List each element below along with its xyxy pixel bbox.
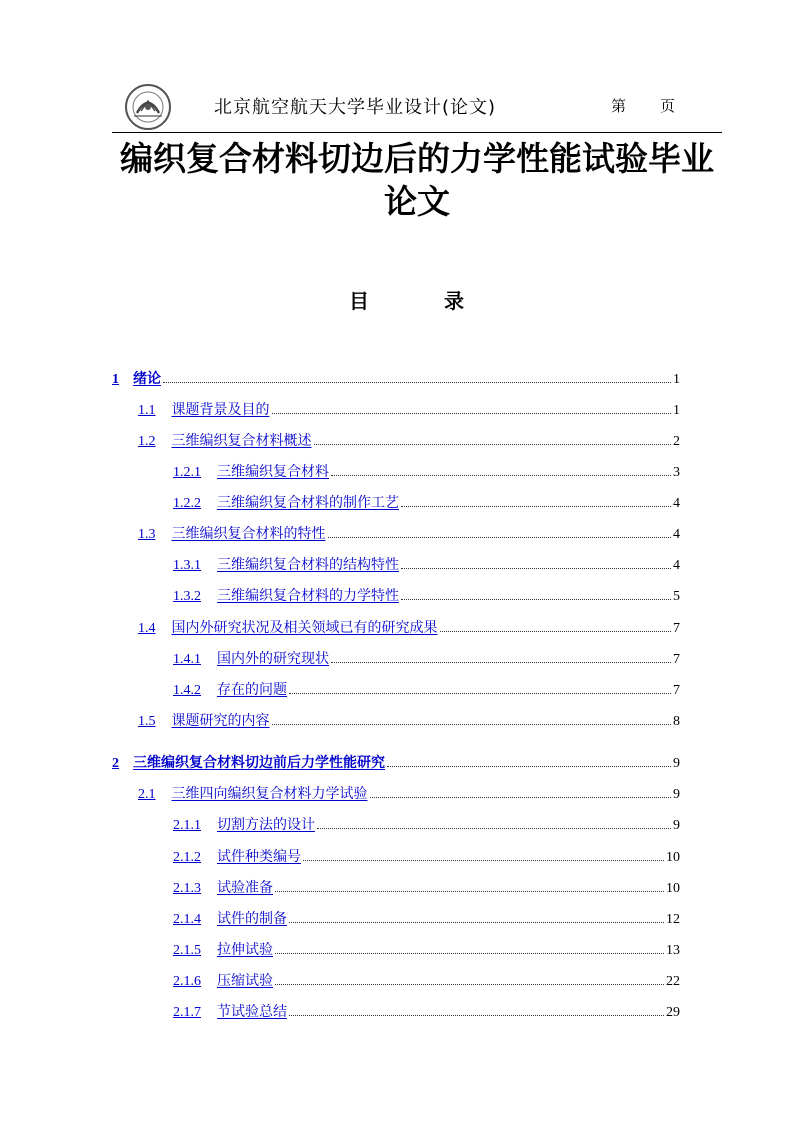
toc-entry-number[interactable]: 2.1.5 (173, 943, 201, 958)
toc-dot-leader (370, 797, 672, 798)
toc-entry-link[interactable]: 切割方法的设计 (217, 817, 315, 833)
toc-heading-lu: 录 (444, 289, 464, 313)
toc-entry[interactable] (173, 554, 680, 574)
toc-entry-number[interactable]: 2.1.4 (173, 912, 201, 927)
toc-dot-leader (401, 568, 671, 569)
toc-entry-number[interactable]: 2.1 (138, 787, 156, 802)
toc-entry-number[interactable]: 1 (112, 372, 119, 387)
toc-entry-page: 10 (666, 881, 680, 896)
toc-entry-number[interactable]: 2.1.2 (173, 850, 201, 865)
toc-dot-leader (289, 1015, 664, 1016)
toc-entry-page: 8 (673, 714, 680, 729)
toc-entry[interactable] (138, 399, 680, 419)
toc-entry-number[interactable]: 1.3 (138, 527, 156, 542)
toc-entry-number[interactable]: 1.2.2 (173, 496, 201, 511)
toc-entry-number[interactable]: 2.1.6 (173, 974, 201, 989)
toc-dot-leader (387, 766, 671, 767)
toc-dot-leader (275, 891, 664, 892)
toc-entry-link[interactable]: 课题研究的内容 (171, 713, 270, 729)
toc-entry-number[interactable]: 1.4 (138, 621, 156, 636)
toc-dot-leader (275, 953, 664, 954)
toc-entry-link[interactable]: 三维编织复合材料 (217, 464, 329, 480)
toc-entry-link[interactable]: 三维编织复合材料的特性 (171, 526, 326, 542)
toc-entry-page: 5 (673, 589, 680, 604)
toc-entry-link[interactable]: 三维编织复合材料的力学特性 (217, 588, 399, 604)
page-label-ye: 页 (660, 97, 676, 115)
toc-entry-link[interactable]: 国内外的研究现状 (217, 651, 329, 667)
toc-entry-page: 2 (673, 434, 680, 449)
toc-entry-page: 4 (673, 527, 680, 542)
toc-entry-link[interactable]: 绪论 (133, 371, 161, 387)
toc-entry-link[interactable]: 存在的问题 (217, 682, 287, 698)
toc-entry[interactable] (138, 617, 680, 637)
toc-entry-page: 7 (673, 621, 680, 636)
toc-entry-link[interactable]: 节试验总结 (217, 1004, 287, 1020)
toc-entry-number[interactable]: 1.1 (138, 403, 156, 418)
toc-entry-link[interactable]: 三维四向编织复合材料力学试验 (171, 786, 368, 802)
toc-entry-link[interactable]: 课题背景及目的 (171, 402, 270, 418)
toc-entry[interactable] (173, 939, 680, 959)
toc-entry[interactable] (173, 908, 680, 928)
toc-dot-leader (163, 382, 671, 383)
toc-entry-number[interactable]: 2.1.1 (173, 818, 201, 833)
toc-entry-page: 4 (673, 558, 680, 573)
toc-entry[interactable] (173, 461, 680, 481)
university-logo (124, 83, 172, 131)
toc-entry-page: 9 (673, 756, 680, 771)
toc-heading-mu: 目 (349, 289, 369, 313)
toc-entry-number[interactable]: 1.4.2 (173, 683, 201, 698)
toc-entry-link[interactable]: 三维编织复合材料的结构特性 (217, 557, 399, 573)
toc-entry-number[interactable]: 2 (112, 756, 119, 771)
toc-entry[interactable] (173, 492, 680, 512)
toc-entry-page: 9 (673, 818, 680, 833)
toc-entry-number[interactable]: 1.2.1 (173, 465, 201, 480)
toc-dot-leader (317, 828, 671, 829)
toc-entry[interactable] (173, 648, 680, 668)
header-title: 北京航空航天大学毕业设计(论文) (214, 97, 497, 118)
toc-dot-leader (314, 444, 672, 445)
toc-entry-number[interactable]: 1.3.1 (173, 558, 201, 573)
toc-dot-leader (289, 922, 664, 923)
toc-entry[interactable] (173, 846, 680, 866)
toc-entry-page: 12 (666, 912, 680, 927)
header-divider (112, 132, 722, 133)
title-line-2: 论文 (384, 182, 450, 221)
toc-entry-link[interactable]: 国内外研究状况及相关领域已有的研究成果 (171, 620, 438, 636)
toc-entry[interactable] (173, 814, 680, 834)
toc-entry-link[interactable]: 拉伸试验 (217, 942, 273, 958)
toc-entry[interactable] (138, 523, 680, 543)
toc-dot-leader (289, 693, 671, 694)
page-label-di: 第 (611, 97, 627, 115)
toc-entry-page: 13 (666, 943, 680, 958)
toc-dot-leader (331, 662, 671, 663)
toc-dot-leader (331, 475, 671, 476)
toc-entry[interactable] (112, 368, 680, 388)
title-line-1: 编织复合材料切边后的力学性能试验毕业 (120, 139, 714, 178)
toc-entry-page: 1 (673, 372, 680, 387)
toc-entry-page: 7 (673, 683, 680, 698)
toc-dot-leader (303, 860, 664, 861)
toc-entry[interactable] (173, 970, 680, 990)
toc-entry-page: 22 (666, 974, 680, 989)
toc-entry[interactable] (138, 783, 680, 803)
toc-entry-link[interactable]: 三维编织复合材料的制作工艺 (217, 495, 399, 511)
toc-entry-page: 7 (673, 652, 680, 667)
toc-dot-leader (272, 724, 672, 725)
toc-dot-leader (328, 537, 672, 538)
toc-entry-link[interactable]: 试件的制备 (217, 911, 287, 927)
toc-entry-page: 1 (673, 403, 680, 418)
toc-entry-number[interactable]: 2.1.3 (173, 881, 201, 896)
toc-entry-number[interactable]: 2.1.7 (173, 1005, 201, 1020)
toc-entry-page: 29 (666, 1005, 680, 1020)
toc-entry-link[interactable]: 三维编织复合材料切边前后力学性能研究 (133, 755, 385, 771)
toc-dot-leader (401, 506, 671, 507)
toc-entry-number[interactable]: 1.5 (138, 714, 156, 729)
toc-dot-leader (272, 413, 672, 414)
toc-entry[interactable] (173, 1001, 680, 1021)
page-header (112, 78, 722, 132)
toc-entry[interactable] (173, 877, 680, 897)
toc-entry-number[interactable]: 1.3.2 (173, 589, 201, 604)
toc-entry-number[interactable]: 1.4.1 (173, 652, 201, 667)
toc-entry[interactable] (138, 430, 680, 450)
toc-entry[interactable] (112, 752, 680, 772)
toc-entry-page: 3 (673, 465, 680, 480)
toc-entry-page: 9 (673, 787, 680, 802)
toc-entry-link[interactable]: 压缩试验 (217, 973, 273, 989)
toc-dot-leader (275, 984, 664, 985)
toc-entry-link[interactable]: 试件种类编号 (217, 849, 301, 865)
document-title (112, 137, 722, 223)
toc-entry-number[interactable]: 1.2 (138, 434, 156, 449)
toc-entry-link[interactable]: 试验准备 (217, 880, 273, 896)
toc-dot-leader (401, 599, 671, 600)
toc-entry[interactable] (173, 679, 680, 699)
toc-entry-link[interactable]: 三维编织复合材料概述 (171, 433, 312, 449)
toc-entry[interactable] (173, 585, 680, 605)
toc-entry-page: 4 (673, 496, 680, 511)
toc-dot-leader (440, 631, 672, 632)
toc-entry[interactable] (138, 710, 680, 730)
toc-entry-page: 10 (666, 850, 680, 865)
